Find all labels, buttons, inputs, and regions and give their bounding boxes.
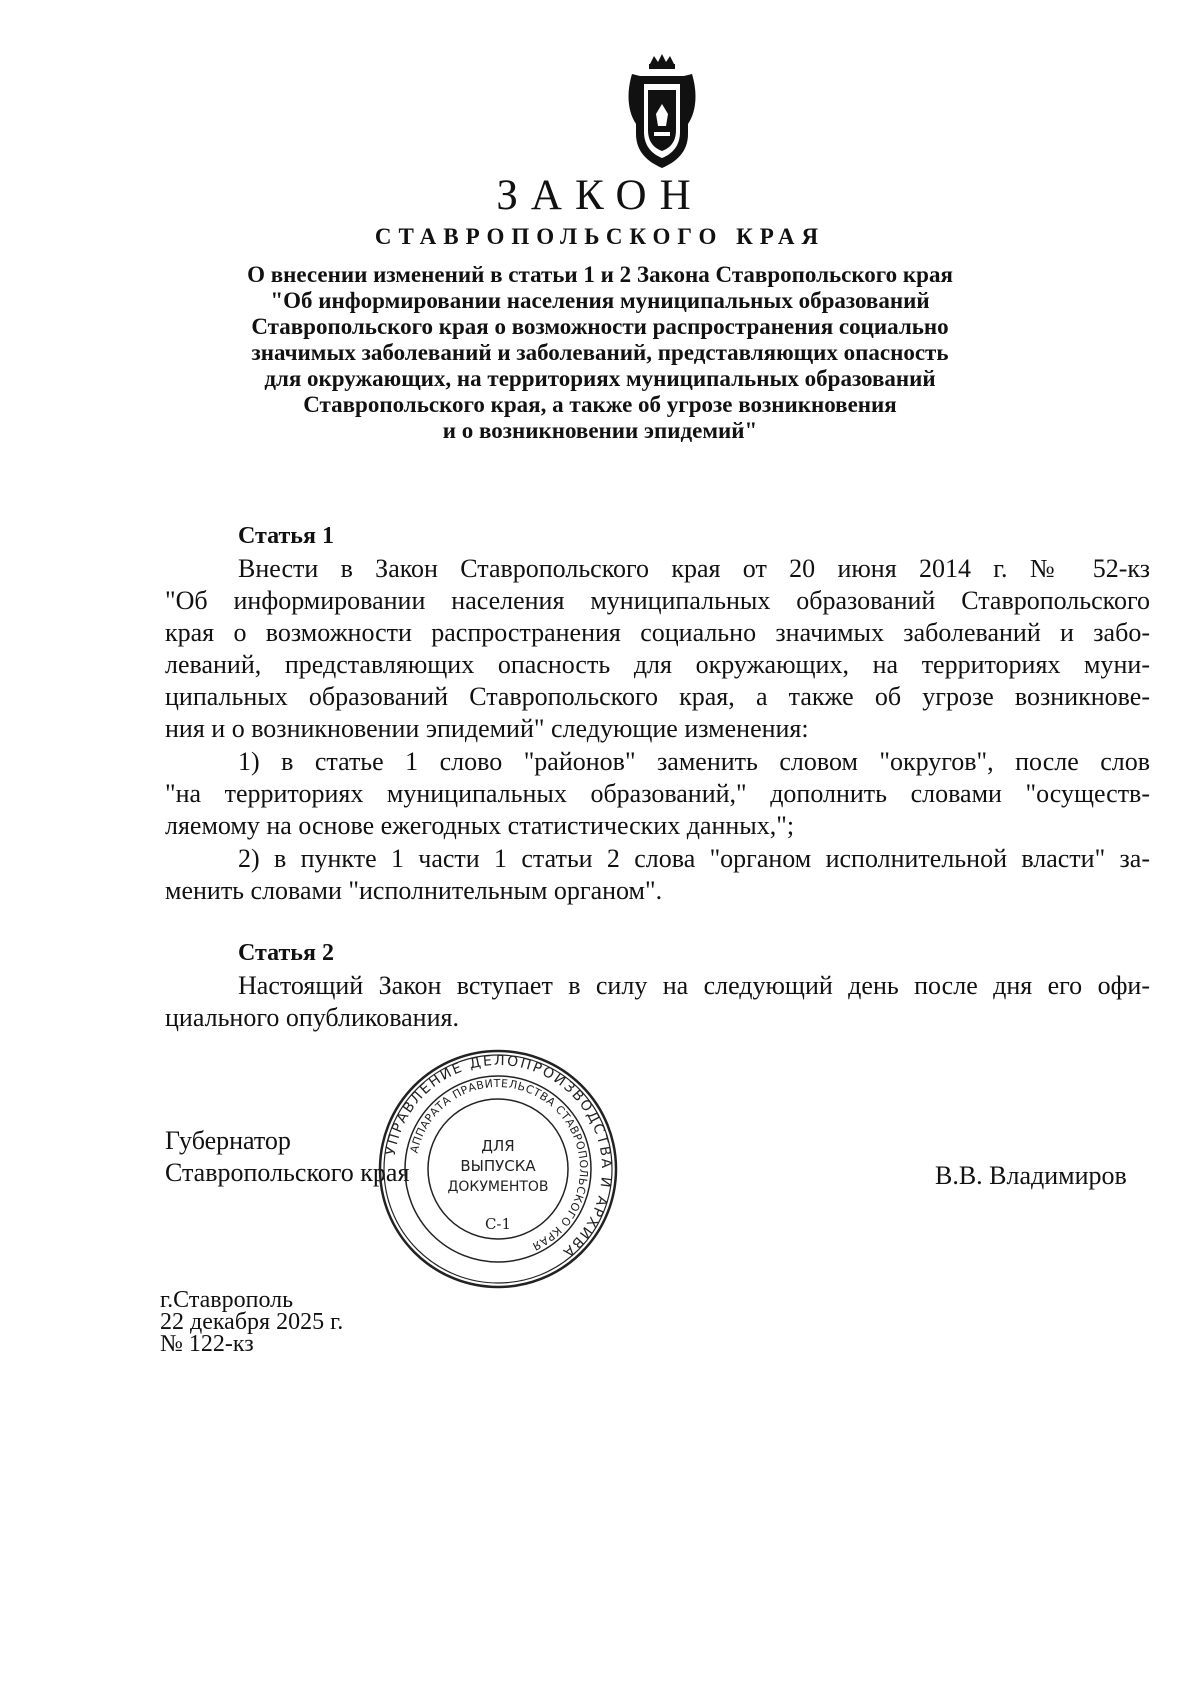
stamp-center-line: ВЫПУСКА <box>460 1157 536 1175</box>
document-number: № 122-кз <box>160 1331 254 1357</box>
article-1-line: ляемому на основе ежегодных статистических данных,"; <box>165 811 795 840</box>
law-name-line: "Об информировании населения муниципальных образований <box>270 288 930 313</box>
article-1-line: "на территориях муниципальных образований," дополнить словами "осуществ- <box>165 779 1150 808</box>
law-name-line: Ставропольского края, а также об угрозе возникновения <box>303 392 897 417</box>
law-name-line: и о возникновении эпидемий" <box>442 418 758 443</box>
signatory-position <box>165 1125 409 1189</box>
article-1-line: леваний, представляющих опасность для окружающих, на территориях муни- <box>165 650 1150 679</box>
official-stamp <box>376 1047 620 1291</box>
coat-of-arms-icon <box>622 54 702 172</box>
article-1-line: менить словами "исполнительным органом". <box>165 876 663 905</box>
document-date: 22 декабря 2025 г. <box>160 1309 344 1335</box>
article-1-line: края о возможности распространения социально значимых заболеваний и забо- <box>165 618 1150 647</box>
stamp-center-line: ДОКУМЕНТОВ <box>447 1179 549 1195</box>
stamp-outer-text: УПРАВЛЕНИЕ ДЕЛОПРОИЗВОДСТВА И АРХИВА <box>382 1052 615 1262</box>
law-name-line: значимых заболеваний и заболеваний, представляющих опасность <box>251 340 949 365</box>
article-2-line: Настоящий Закон вступает в силу на следующий день после дня его офи- <box>238 971 1150 1000</box>
article-1-line: ния и о возникновении эпидемий" следующие изменения: <box>165 714 809 743</box>
article-1-line: "Об информировании населения муниципальных образований Ставропольского <box>165 586 1150 615</box>
article-1-heading: Статья 1 <box>238 523 334 549</box>
law-name-line: для окружающих, на территориях муниципальных образований <box>264 366 936 391</box>
stamp-code: С-1 <box>484 1215 512 1233</box>
document-details <box>160 1289 343 1355</box>
document-title: ЗАКОН <box>496 172 704 219</box>
article-1-line: Внести в Закон Ставропольского края от 20 июня 2014 г. № 52-кз <box>238 554 1150 583</box>
law-name <box>180 262 1020 444</box>
stamp-center-line: ДЛЯ <box>481 1137 515 1155</box>
stamp-middle-text: АППАРАТА ПРАВИТЕЛЬСТВА СТАВРОПОЛЬСКОГО КРАЯ <box>407 1076 591 1253</box>
article-1-line: 1) в статье 1 слово "районов" заменить словом "округов", после слов <box>238 747 1150 776</box>
document-city: г.Ставрополь <box>160 1287 294 1313</box>
article-2-line: циального опубликования. <box>165 1003 459 1032</box>
article-2-heading: Статья 2 <box>238 940 334 966</box>
law-name-line: Ставропольского края о возможности распространения социально <box>251 314 949 339</box>
signatory-position-line: Губернатор <box>165 1126 291 1155</box>
signatory-position-line: Ставропольского края <box>165 1158 410 1187</box>
document-subtitle: СТАВРОПОЛЬСКОГО КРАЯ <box>374 224 826 249</box>
article-1-line: 2) в пункте 1 части 1 статьи 2 слова "органом исполнительной власти" за- <box>238 844 1150 873</box>
law-name-line: О внесении изменений в статьи 1 и 2 Закона Ставропольского края <box>247 262 953 287</box>
article-1-line: ципальных образований Ставропольского края, а также об угрозе возникнове- <box>165 682 1150 711</box>
signatory-name: В.В. Владимиров <box>935 1161 1127 1190</box>
